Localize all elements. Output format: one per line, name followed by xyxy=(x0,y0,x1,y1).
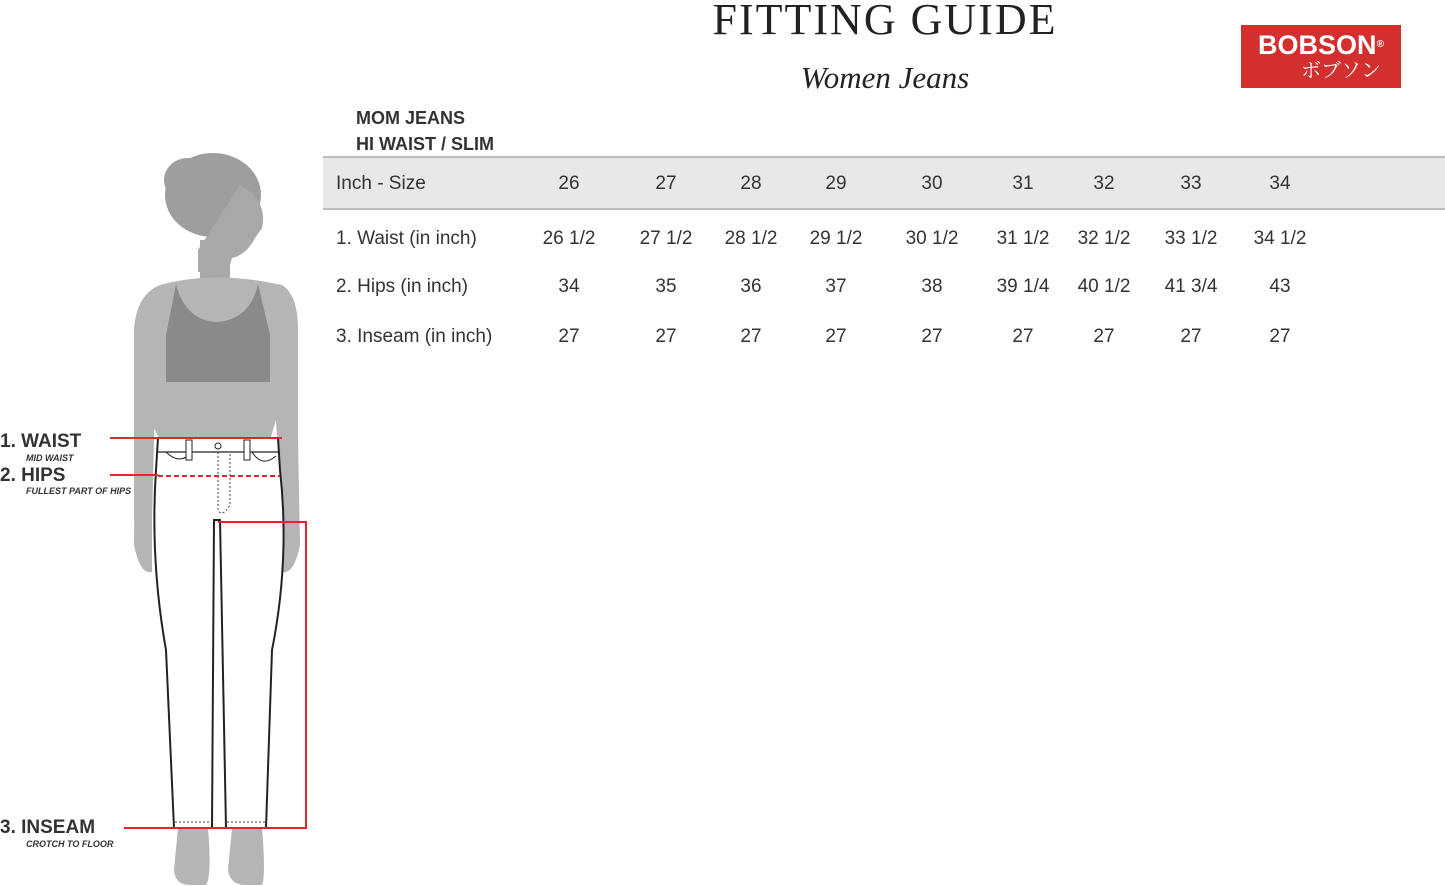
size-header: 28 xyxy=(740,173,762,194)
table-cell: 43 xyxy=(1269,276,1291,297)
table-cell: 34 1/2 xyxy=(1253,228,1307,249)
hips-label: 2. HIPS xyxy=(0,465,66,486)
registered-mark-icon: ® xyxy=(1376,39,1384,50)
size-header: 30 xyxy=(921,173,943,194)
size-header: 32 xyxy=(1093,173,1115,194)
woman-figure-illustration xyxy=(0,140,320,886)
size-header: 29 xyxy=(825,173,847,194)
page-subtitle: Women Jeans xyxy=(800,60,970,95)
table-cell: 27 xyxy=(1012,326,1034,347)
table-cell: 32 1/2 xyxy=(1077,228,1131,249)
logo-kana: ボブソン xyxy=(1301,60,1381,82)
table-cell: 36 xyxy=(740,276,762,297)
page-title: FITTING GUIDE xyxy=(712,0,1058,44)
inseam-label: 3. INSEAM xyxy=(0,817,96,838)
table-cell: 27 xyxy=(1180,326,1202,347)
inseam-note: CROTCH TO FLOOR xyxy=(26,839,114,849)
row-label-hips: 2. Hips (in inch) xyxy=(336,276,468,297)
table-cell: 27 xyxy=(921,326,943,347)
size-header: 31 xyxy=(1012,173,1034,194)
waist-label: 1. WAIST xyxy=(0,431,82,452)
table-header-label: Inch - Size xyxy=(336,173,426,194)
model-line-2: HI WAIST / SLIM xyxy=(356,134,494,154)
size-header: 27 xyxy=(655,173,677,194)
table-cell: 27 xyxy=(655,326,677,347)
table-cell: 39 1/4 xyxy=(996,276,1050,297)
model-line-1: MOM JEANS xyxy=(356,108,466,128)
row-label-inseam: 3. Inseam (in inch) xyxy=(336,326,493,347)
table-cell: 27 xyxy=(1093,326,1115,347)
table-cell: 30 1/2 xyxy=(905,228,959,249)
table-cell: 27 1/2 xyxy=(639,228,693,249)
table-cell: 27 xyxy=(558,326,580,347)
size-header: 26 xyxy=(558,173,580,194)
table-cell: 40 1/2 xyxy=(1077,276,1131,297)
table-cell: 31 1/2 xyxy=(996,228,1050,249)
size-header: 34 xyxy=(1269,173,1291,194)
table-cell: 37 xyxy=(825,276,847,297)
table-cell: 28 1/2 xyxy=(724,228,778,249)
table-cell: 27 xyxy=(1269,326,1291,347)
jeans-outline xyxy=(154,438,283,828)
table-cell: 41 3/4 xyxy=(1164,276,1218,297)
table-cell: 27 xyxy=(740,326,762,347)
table-cell: 38 xyxy=(921,276,943,297)
table-cell: 34 xyxy=(558,276,580,297)
model-name xyxy=(356,105,494,157)
table-cell: 27 xyxy=(825,326,847,347)
hips-note: FULLEST PART OF HIPS xyxy=(26,486,132,496)
bobson-logo xyxy=(1241,25,1401,88)
table-cell: 35 xyxy=(655,276,677,297)
waist-note: MID WAIST xyxy=(26,453,74,463)
size-header: 33 xyxy=(1180,173,1202,194)
table-cell: 26 1/2 xyxy=(542,228,596,249)
row-label-waist: 1. Waist (in inch) xyxy=(336,228,477,249)
table-cell: 29 1/2 xyxy=(809,228,863,249)
logo-text: BOBSON xyxy=(1258,30,1377,60)
table-cell: 33 1/2 xyxy=(1164,228,1218,249)
